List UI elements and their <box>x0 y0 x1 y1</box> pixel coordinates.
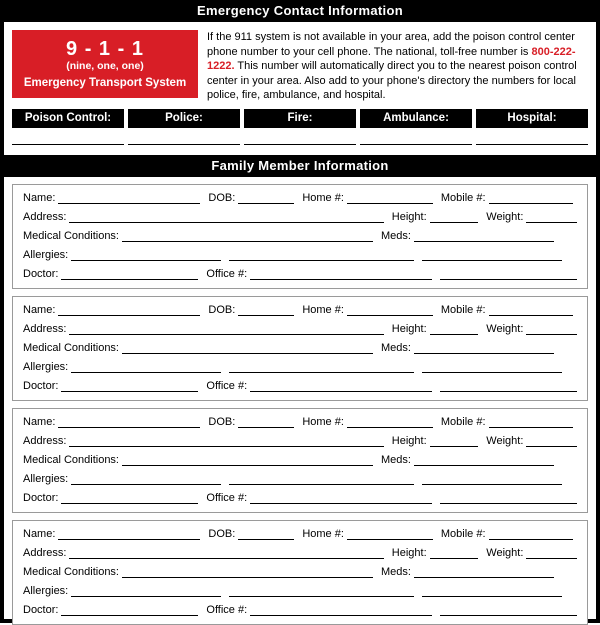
contact-line-poison-control[interactable] <box>12 144 124 145</box>
input-meds[interactable] <box>414 454 554 466</box>
member-row-doctor <box>23 492 577 504</box>
label-medical-conditions: Medical Conditions: <box>23 565 119 578</box>
input-allergies-1[interactable] <box>71 473 221 485</box>
family-member-card <box>12 408 588 513</box>
input-dob[interactable] <box>238 416 294 428</box>
member-row-medical <box>23 342 577 354</box>
contact-write-in-lines <box>4 144 596 145</box>
label-allergies: Allergies: <box>23 360 69 373</box>
input-doctor-extra[interactable] <box>440 604 577 616</box>
input-mobile[interactable] <box>489 528 573 540</box>
contact-line-police[interactable] <box>128 144 240 145</box>
input-doctor[interactable] <box>61 380 198 392</box>
input-weight[interactable] <box>526 547 577 559</box>
contact-line-fire[interactable] <box>244 144 356 145</box>
input-doctor[interactable] <box>61 268 198 280</box>
member-row-identity <box>23 528 577 540</box>
label-height: Height: <box>391 434 427 447</box>
input-medical-conditions[interactable] <box>122 342 373 354</box>
emergency-paragraph-part2: This number will automatically direct you to the nearest poison control center in your area. Also add to your phone's directory the numbers for local police, fire, ambulance, and hospital. <box>207 60 577 102</box>
input-doctor-extra[interactable] <box>440 268 577 280</box>
label-weight: Weight: <box>486 434 524 447</box>
family-member-card <box>12 184 588 289</box>
label-name: Name: <box>23 527 56 540</box>
label-home: Home #: <box>302 527 344 540</box>
input-name[interactable] <box>58 304 200 316</box>
label-name: Name: <box>23 415 56 428</box>
input-address[interactable] <box>69 323 383 335</box>
input-medical-conditions[interactable] <box>122 454 373 466</box>
label-office: Office #: <box>206 603 248 616</box>
input-allergies-2[interactable] <box>229 585 414 597</box>
input-dob[interactable] <box>238 528 294 540</box>
member-row-identity <box>23 416 577 428</box>
member-row-address <box>23 435 577 447</box>
input-office[interactable] <box>250 380 432 392</box>
input-office[interactable] <box>250 492 432 504</box>
label-address: Address: <box>23 322 67 335</box>
input-meds[interactable] <box>414 230 554 242</box>
family-member-card <box>12 296 588 401</box>
label-dob: DOB: <box>208 415 236 428</box>
input-allergies-3[interactable] <box>422 249 562 261</box>
label-mobile: Mobile #: <box>440 303 486 316</box>
label-allergies: Allergies: <box>23 248 69 261</box>
label-home: Home #: <box>302 191 344 204</box>
input-name[interactable] <box>58 192 200 204</box>
label-home: Home #: <box>302 415 344 428</box>
label-office: Office #: <box>206 267 248 280</box>
label-doctor: Doctor: <box>23 603 59 616</box>
input-office[interactable] <box>250 604 432 616</box>
input-allergies-1[interactable] <box>71 585 221 597</box>
input-doctor-extra[interactable] <box>440 380 577 392</box>
label-doctor: Doctor: <box>23 491 59 504</box>
input-address[interactable] <box>69 547 383 559</box>
input-allergies-1[interactable] <box>71 249 221 261</box>
input-dob[interactable] <box>238 192 294 204</box>
member-row-medical <box>23 454 577 466</box>
input-home[interactable] <box>347 416 433 428</box>
section-header-emergency: Emergency Contact Information <box>4 0 596 22</box>
member-row-allergies <box>23 585 577 597</box>
member-row-allergies <box>23 473 577 485</box>
label-height: Height: <box>391 322 427 335</box>
contact-label-ambulance: Ambulance: <box>360 109 472 128</box>
label-home: Home #: <box>302 303 344 316</box>
label-name: Name: <box>23 191 56 204</box>
label-dob: DOB: <box>208 191 236 204</box>
contact-label-bar <box>4 107 596 128</box>
contact-line-hospital[interactable] <box>476 144 588 145</box>
input-weight[interactable] <box>526 211 577 223</box>
label-doctor: Doctor: <box>23 267 59 280</box>
label-meds: Meds: <box>381 453 411 466</box>
label-weight: Weight: <box>486 546 524 559</box>
contact-label-fire: Fire: <box>244 109 356 128</box>
input-allergies-3[interactable] <box>422 473 562 485</box>
member-row-doctor <box>23 380 577 392</box>
input-address[interactable] <box>69 435 383 447</box>
input-doctor[interactable] <box>61 604 198 616</box>
family-member-card <box>12 520 588 625</box>
input-height[interactable] <box>430 211 479 223</box>
label-allergies: Allergies: <box>23 472 69 485</box>
label-address: Address: <box>23 546 67 559</box>
911-number: 9 - 1 - 1 <box>66 37 144 60</box>
input-height[interactable] <box>430 323 479 335</box>
input-allergies-2[interactable] <box>229 249 414 261</box>
label-dob: DOB: <box>208 303 236 316</box>
input-allergies-1[interactable] <box>71 361 221 373</box>
label-address: Address: <box>23 434 67 447</box>
member-row-allergies <box>23 249 577 261</box>
label-mobile: Mobile #: <box>440 415 486 428</box>
input-mobile[interactable] <box>489 192 573 204</box>
input-dob[interactable] <box>238 304 294 316</box>
poison-hotline-number: 800-222-1222. <box>207 45 576 73</box>
input-allergies-3[interactable] <box>422 361 562 373</box>
section-header-family: Family Member Information <box>4 155 596 177</box>
input-weight[interactable] <box>526 323 577 335</box>
label-meds: Meds: <box>381 229 411 242</box>
emergency-paragraph-part1: If the 911 system is not available in your area, add the poison control center phone number to your cell phone. The national, toll-free number is <box>207 31 575 58</box>
input-meds[interactable] <box>414 566 554 578</box>
input-doctor[interactable] <box>61 492 198 504</box>
label-height: Height: <box>391 210 427 223</box>
input-doctor-extra[interactable] <box>440 492 577 504</box>
input-allergies-2[interactable] <box>229 361 414 373</box>
emergency-transport-system-label: Emergency Transport System <box>23 76 187 89</box>
label-office: Office #: <box>206 491 248 504</box>
label-weight: Weight: <box>486 322 524 335</box>
member-row-medical <box>23 566 577 578</box>
family-member-cards <box>4 177 596 625</box>
emergency-info-row <box>4 22 596 107</box>
member-row-identity <box>23 192 577 204</box>
member-row-doctor <box>23 268 577 280</box>
input-height[interactable] <box>430 547 479 559</box>
input-home[interactable] <box>347 192 433 204</box>
member-row-address <box>23 323 577 335</box>
input-office[interactable] <box>250 268 432 280</box>
input-height[interactable] <box>430 435 479 447</box>
label-allergies: Allergies: <box>23 584 69 597</box>
input-name[interactable] <box>58 416 200 428</box>
contact-line-ambulance[interactable] <box>360 144 472 145</box>
label-medical-conditions: Medical Conditions: <box>23 341 119 354</box>
member-row-medical <box>23 230 577 242</box>
label-dob: DOB: <box>208 527 236 540</box>
input-mobile[interactable] <box>489 416 573 428</box>
contact-label-hospital: Hospital: <box>476 109 588 128</box>
contact-label-poison-control: Poison Control: <box>12 109 124 128</box>
input-address[interactable] <box>69 211 383 223</box>
input-mobile[interactable] <box>489 304 573 316</box>
911-spelled: (nine, one, one) <box>66 59 144 72</box>
label-medical-conditions: Medical Conditions: <box>23 229 119 242</box>
label-meds: Meds: <box>381 565 411 578</box>
input-allergies-3[interactable] <box>422 585 562 597</box>
label-doctor: Doctor: <box>23 379 59 392</box>
label-office: Office #: <box>206 379 248 392</box>
member-row-identity <box>23 304 577 316</box>
input-meds[interactable] <box>414 342 554 354</box>
input-medical-conditions[interactable] <box>122 230 373 242</box>
emergency-paragraph <box>198 30 588 103</box>
label-height: Height: <box>391 546 427 559</box>
label-meds: Meds: <box>381 341 411 354</box>
label-name: Name: <box>23 303 56 316</box>
member-row-address <box>23 211 577 223</box>
label-address: Address: <box>23 210 67 223</box>
input-name[interactable] <box>58 528 200 540</box>
member-row-doctor <box>23 604 577 616</box>
label-mobile: Mobile #: <box>440 191 486 204</box>
input-home[interactable] <box>347 528 433 540</box>
contact-label-police: Police: <box>128 109 240 128</box>
input-weight[interactable] <box>526 435 577 447</box>
input-home[interactable] <box>347 304 433 316</box>
input-allergies-2[interactable] <box>229 473 414 485</box>
input-medical-conditions[interactable] <box>122 566 373 578</box>
member-row-address <box>23 547 577 559</box>
label-weight: Weight: <box>486 210 524 223</box>
label-medical-conditions: Medical Conditions: <box>23 453 119 466</box>
911-badge <box>12 30 198 98</box>
member-row-allergies <box>23 361 577 373</box>
label-mobile: Mobile #: <box>440 527 486 540</box>
